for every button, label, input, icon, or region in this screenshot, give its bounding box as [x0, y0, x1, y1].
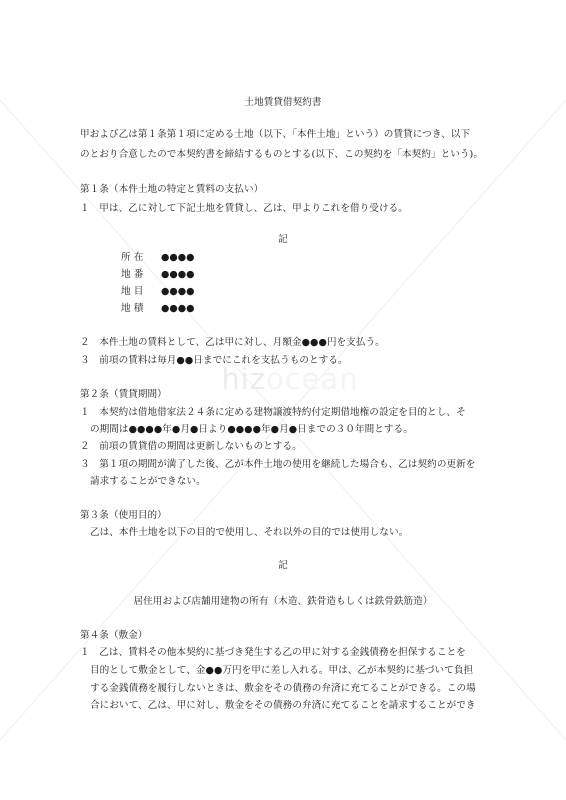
article2-para3-line1: ３ 第１項の期間が満了した後、乙が本件土地の使用を継続した場合も、乙は契約の更新を [80, 459, 476, 470]
preamble-line-1: 甲および乙は第１条第１項に定める土地（以下、「本件土地」という）の賃貸につき、以下 [80, 129, 471, 140]
article1-para1: １ 甲は、乙に対して下記土地を賃貸し、乙は、甲よりこれを借り受ける。 [80, 203, 408, 214]
article1-para2: ２ 本件土地の賃料として、乙は甲に対し、月額金●●●円を支払う。 [80, 337, 385, 348]
article1-heading: 第１条（本件土地の特定と賃料の支払い） [80, 184, 264, 195]
property-value-lot-number: ●●●● [161, 269, 195, 280]
article2-para2: ２ 前項の賃貸借の期間は更新しないものとする。 [80, 441, 302, 452]
article2-para1-line1: １ 本契約は借地借家法２４条に定める建物譲渡特約付定期借地権の設定を目的とし、そ [80, 407, 466, 418]
article3-ki: 記 [278, 560, 288, 571]
property-value-land-category: ●●●● [161, 286, 195, 297]
preamble-line-2: のとおり合意したので本契約書を締結するものとする(以下、この契約を「本契約」という)。 [80, 149, 483, 160]
article1-ki: 記 [278, 234, 288, 245]
watermark-text: hiz [221, 362, 266, 396]
property-label-area: 地積 [121, 303, 147, 314]
article4-line-4: 合において、乙は、甲に対し、敷金をその債務の弁済に充てることを請求することができ [90, 700, 476, 711]
property-label-land-category: 地目 [121, 286, 147, 297]
property-label-location: 所在 [121, 252, 147, 263]
article3-purpose: 居住用および店舗用建物の所有（木造、鉄骨造もしくは鉄骨鉄筋造） [133, 596, 433, 607]
article4-heading: 第４条（敷金） [80, 630, 148, 641]
property-value-area: ●●●● [161, 303, 195, 314]
watermark-logo: hizocean [221, 362, 359, 396]
article2-heading: 第２条（賃貸期間） [80, 389, 167, 400]
article2-para3-line2: 請求することができない。 [90, 476, 206, 487]
document-title: 土地賃貸借契約書 [244, 97, 322, 108]
article3-body: 乙は、本件土地を以下の目的で使用し、それ以外の目的では使用しない。 [90, 527, 409, 538]
article4-line-2: 目的として敷金として、金●●万円を甲に差し入れる。甲は、乙が本契約に基づいて負担 [90, 665, 474, 676]
property-value-location: ●●●● [161, 252, 195, 263]
article1-para3: ３ 前項の賃料は毎月●●日までにこれを支払うものとする。 [80, 355, 348, 366]
article3-heading: 第３条（使用目的） [80, 510, 167, 521]
article4-line-3: する金銭債務を履行しないときは、敷金をその債務の弁済に充てることができる。この場 [90, 683, 476, 694]
property-label-lot-number: 地番 [121, 269, 147, 280]
article2-para1-line2: の期間は●●●●年●月●日より●●●●年●月●日までの３０年間とする。 [90, 424, 413, 435]
article4-line-1: １ 乙は、賃料その他本契約に基づき発生する乙の甲に対する金銭債務を担保することを [80, 647, 466, 658]
